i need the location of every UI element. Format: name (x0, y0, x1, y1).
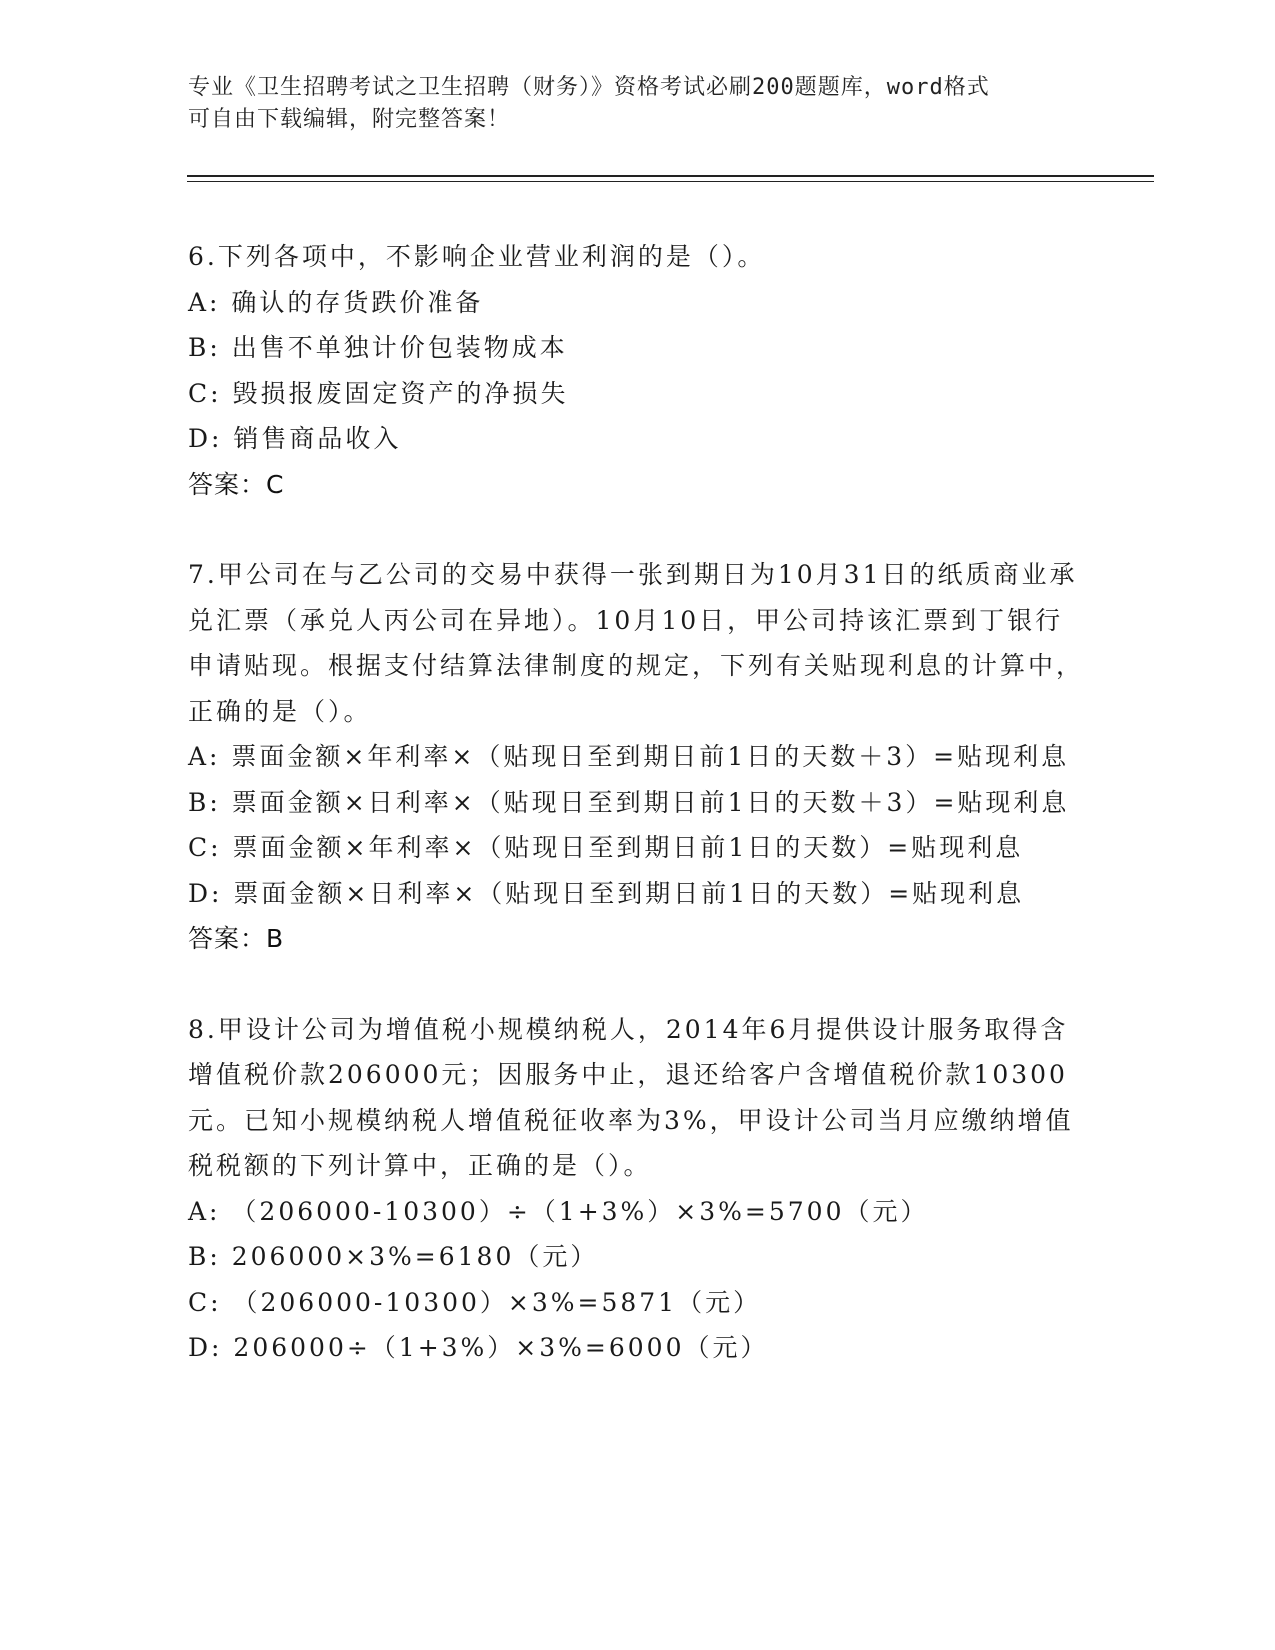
question-stem: 8.甲设计公司为增值税小规模纳税人，2014年6月提供设计服务取得含增值税价款206000元；因服务中止，退还给客户含增值税价款10300元。已知小规模纳税人增值税征收率为3%，甲设计公司当月应缴纳增值税税额的下列计算中，正确的是（）。 (188, 1014, 1074, 1180)
option-d: D: 206000÷（1+3%）×3%=6000（元） (188, 1333, 769, 1362)
option-b: B: 票面金额×日利率×（贴现日至到期日前1日的天数＋3）=贴现利息 (188, 787, 1070, 817)
option-b: B: 206000×3%=6180（元） (188, 1242, 599, 1271)
header-divider-thin (187, 181, 1154, 182)
option-a: A: 票面金额×年利率×（贴现日至到期日前1日的天数＋3）=贴现利息 (188, 742, 1070, 771)
question-8 (188, 1007, 1088, 1371)
option-b: B: 出售不单独计价包装物成本 (188, 333, 568, 362)
option-c: C: 毁损报废固定资产的净损失 (188, 378, 569, 408)
option-a: A: 确认的存货跌价准备 (188, 287, 484, 317)
option-d: D: 票面金额×日利率×（贴现日至到期日前1日的天数）=贴现利息 (188, 878, 1025, 908)
header-divider-thick (187, 175, 1154, 177)
option-c: C: （206000-10300）×3%=5871（元） (188, 1287, 762, 1317)
document-header (188, 72, 1088, 136)
header-line-1: 专业《卫生招聘考试之卫生招聘（财务）》资格考试必刷200题题库，word格式 (188, 75, 990, 100)
question-stem: 6.下列各项中，不影响企业营业利润的是（）。 (188, 242, 766, 271)
option-d: D: 销售商品收入 (188, 424, 402, 453)
question-7 (188, 552, 1088, 962)
answer: 答案：B (188, 924, 285, 953)
header-line-2: 可自由下载编辑，附完整答案！ (188, 107, 511, 132)
question-6 (188, 234, 1088, 507)
option-a: A: （206000-10300）÷（1+3%）×3%=5700（元） (188, 1196, 929, 1226)
option-c: C: 票面金额×年利率×（贴现日至到期日前1日的天数）=贴现利息 (188, 833, 1024, 862)
question-list (188, 234, 1088, 1416)
answer: 答案：C (188, 469, 285, 499)
question-stem: 7.甲公司在与乙公司的交易中获得一张到期日为10月31日的纸质商业承兑汇票（承兑人丙公司在异地）。10月10日，甲公司持该汇票到丁银行申请贴现。根据支付结算法律制度的规定，下列有关贴现利息的计算中，正确的是（）。 (188, 560, 1085, 726)
